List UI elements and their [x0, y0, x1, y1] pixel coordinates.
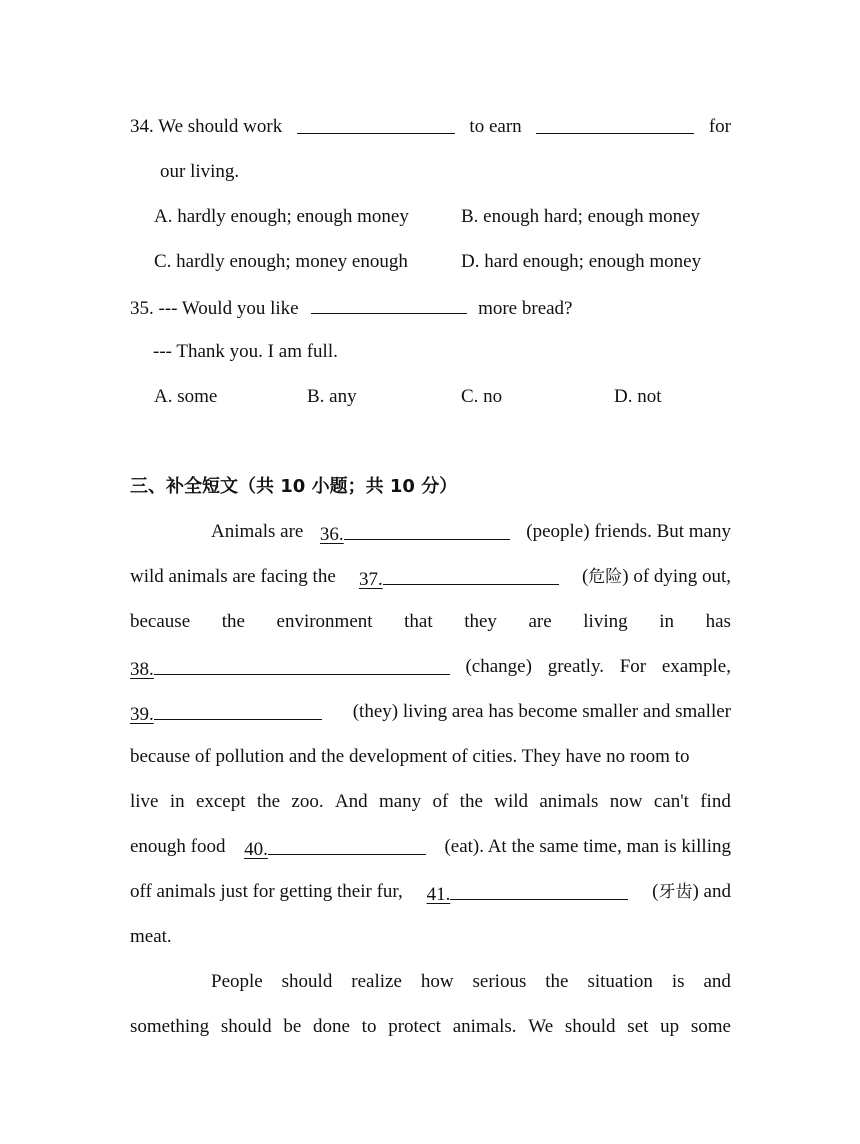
word: in: [659, 611, 674, 632]
word: For: [619, 656, 647, 677]
word: animals.: [452, 1016, 517, 1037]
word: be: [283, 1016, 302, 1037]
question-34-line2: our living.: [160, 161, 240, 182]
word: realize: [351, 971, 402, 992]
word: is: [671, 971, 685, 992]
word: some: [690, 1016, 731, 1037]
blank-38[interactable]: [130, 654, 450, 680]
word: serious: [472, 971, 527, 992]
word: zoo.: [291, 791, 324, 812]
word: done: [313, 1016, 350, 1037]
word: can't: [653, 791, 689, 812]
question-35-option-a[interactable]: A. some: [154, 386, 218, 407]
section-score: 10: [389, 476, 415, 497]
passage-line-1: [211, 519, 731, 545]
question-35-suffix: more bread?: [478, 298, 573, 319]
word: should: [220, 1016, 272, 1037]
passage-text: off animals just for getting their fur,: [130, 881, 403, 902]
question-35-option-d[interactable]: D. not: [614, 386, 662, 407]
question-34-blank-2[interactable]: [536, 114, 694, 134]
word: that: [404, 611, 433, 632]
passage-text: (eat). At the same time, man is killing: [444, 836, 731, 857]
section-heading: [130, 474, 731, 500]
blank-40[interactable]: [244, 834, 426, 860]
passage-line-8: [130, 834, 731, 860]
question-34-mid: to earn: [469, 116, 522, 137]
section-heading-post: 分）: [414, 476, 458, 497]
word: except: [195, 791, 246, 812]
word: should: [564, 1016, 616, 1037]
hint-chinese: 危险: [588, 567, 623, 587]
blank-39-number: 39.: [130, 704, 154, 725]
word: the: [545, 971, 569, 992]
blank-36-number: 36.: [319, 524, 344, 545]
passage-line-2: [130, 564, 731, 590]
blank-41[interactable]: [427, 879, 629, 905]
paragraph-2-line-1: [211, 969, 731, 995]
blank-37-number: 37.: [358, 569, 383, 590]
passage-line-10: meat.: [130, 926, 172, 947]
question-34-suffix: for: [708, 116, 731, 137]
word: up: [660, 1016, 680, 1037]
passage-text: (危险) of dying out,: [581, 566, 731, 587]
passage-line-7: [130, 789, 731, 815]
word: many: [378, 791, 422, 812]
word: set: [627, 1016, 649, 1037]
passage-line-5: [130, 699, 731, 725]
passage-line-3: [130, 609, 731, 635]
word: has: [705, 611, 731, 632]
word: because: [130, 611, 191, 632]
question-35-blank[interactable]: [311, 294, 467, 314]
word: People: [211, 971, 263, 992]
passage-text: (牙齿) and: [652, 881, 731, 902]
word: example,: [661, 656, 731, 677]
word: greatly.: [547, 656, 604, 677]
word: find: [700, 791, 731, 812]
blank-36[interactable]: [320, 519, 510, 545]
section-question-count: 10: [280, 476, 306, 497]
word: And: [334, 791, 368, 812]
blank-41-number: 41.: [426, 884, 451, 905]
word: the: [221, 611, 245, 632]
passage-line-4: [130, 654, 731, 680]
word: to: [361, 1016, 377, 1037]
question-34-option-b[interactable]: B. enough hard; enough money: [461, 206, 701, 227]
word: animals: [539, 791, 599, 812]
word: should: [281, 971, 333, 992]
passage-text: (they) living area has become smaller and smaller: [352, 701, 731, 722]
passage-line-9: [130, 879, 731, 905]
question-34-option-a[interactable]: A. hardly enough; enough money: [154, 206, 409, 227]
question-34-option-c[interactable]: C. hardly enough; money enough: [154, 251, 408, 272]
word: and: [703, 971, 731, 992]
question-34-option-d[interactable]: D. hard enough; enough money: [461, 251, 702, 272]
word: are: [528, 611, 552, 632]
blank-37[interactable]: [359, 564, 559, 590]
blank-38-number: 38.: [130, 659, 154, 680]
word: now: [609, 791, 643, 812]
word: of: [432, 791, 449, 812]
paragraph-2-line-2: [130, 1014, 731, 1040]
question-35-reply: --- Thank you. I am full.: [153, 341, 338, 362]
word: (change): [465, 656, 532, 677]
question-35-option-b[interactable]: B. any: [307, 386, 357, 407]
word: protect: [388, 1016, 441, 1037]
passage-text: wild animals are facing the: [130, 566, 336, 587]
word: the: [459, 791, 483, 812]
word: in: [169, 791, 185, 812]
passage-text: (people) friends. But many: [526, 521, 731, 542]
word: wild: [494, 791, 528, 812]
question-34-blank-1[interactable]: [297, 114, 455, 134]
passage-line-6: because of pollution and the development of cities. They have no room to: [130, 746, 690, 767]
word: live: [130, 791, 159, 812]
section-heading-pre: 三、补全短文（共: [130, 476, 281, 497]
section-heading-mid: 小题；共: [305, 476, 390, 497]
word: situation: [587, 971, 653, 992]
hint-chinese: 牙齿: [658, 882, 693, 902]
blank-39[interactable]: [130, 699, 322, 725]
word: they: [464, 611, 497, 632]
word: something: [130, 1016, 210, 1037]
word: living: [583, 611, 628, 632]
question-35-line1: [130, 294, 731, 320]
word: the: [256, 791, 281, 812]
word: how: [420, 971, 454, 992]
passage-text: enough food: [130, 836, 226, 857]
word: environment: [276, 611, 373, 632]
question-34-line1: [130, 114, 731, 140]
question-34-prefix: 34. We should work: [130, 116, 283, 137]
question-35-option-c[interactable]: C. no: [461, 386, 503, 407]
question-35-prefix: 35. --- Would you like: [130, 298, 299, 319]
word: We: [528, 1016, 554, 1037]
blank-40-number: 40.: [244, 839, 268, 860]
passage-text: Animals are: [211, 521, 304, 542]
